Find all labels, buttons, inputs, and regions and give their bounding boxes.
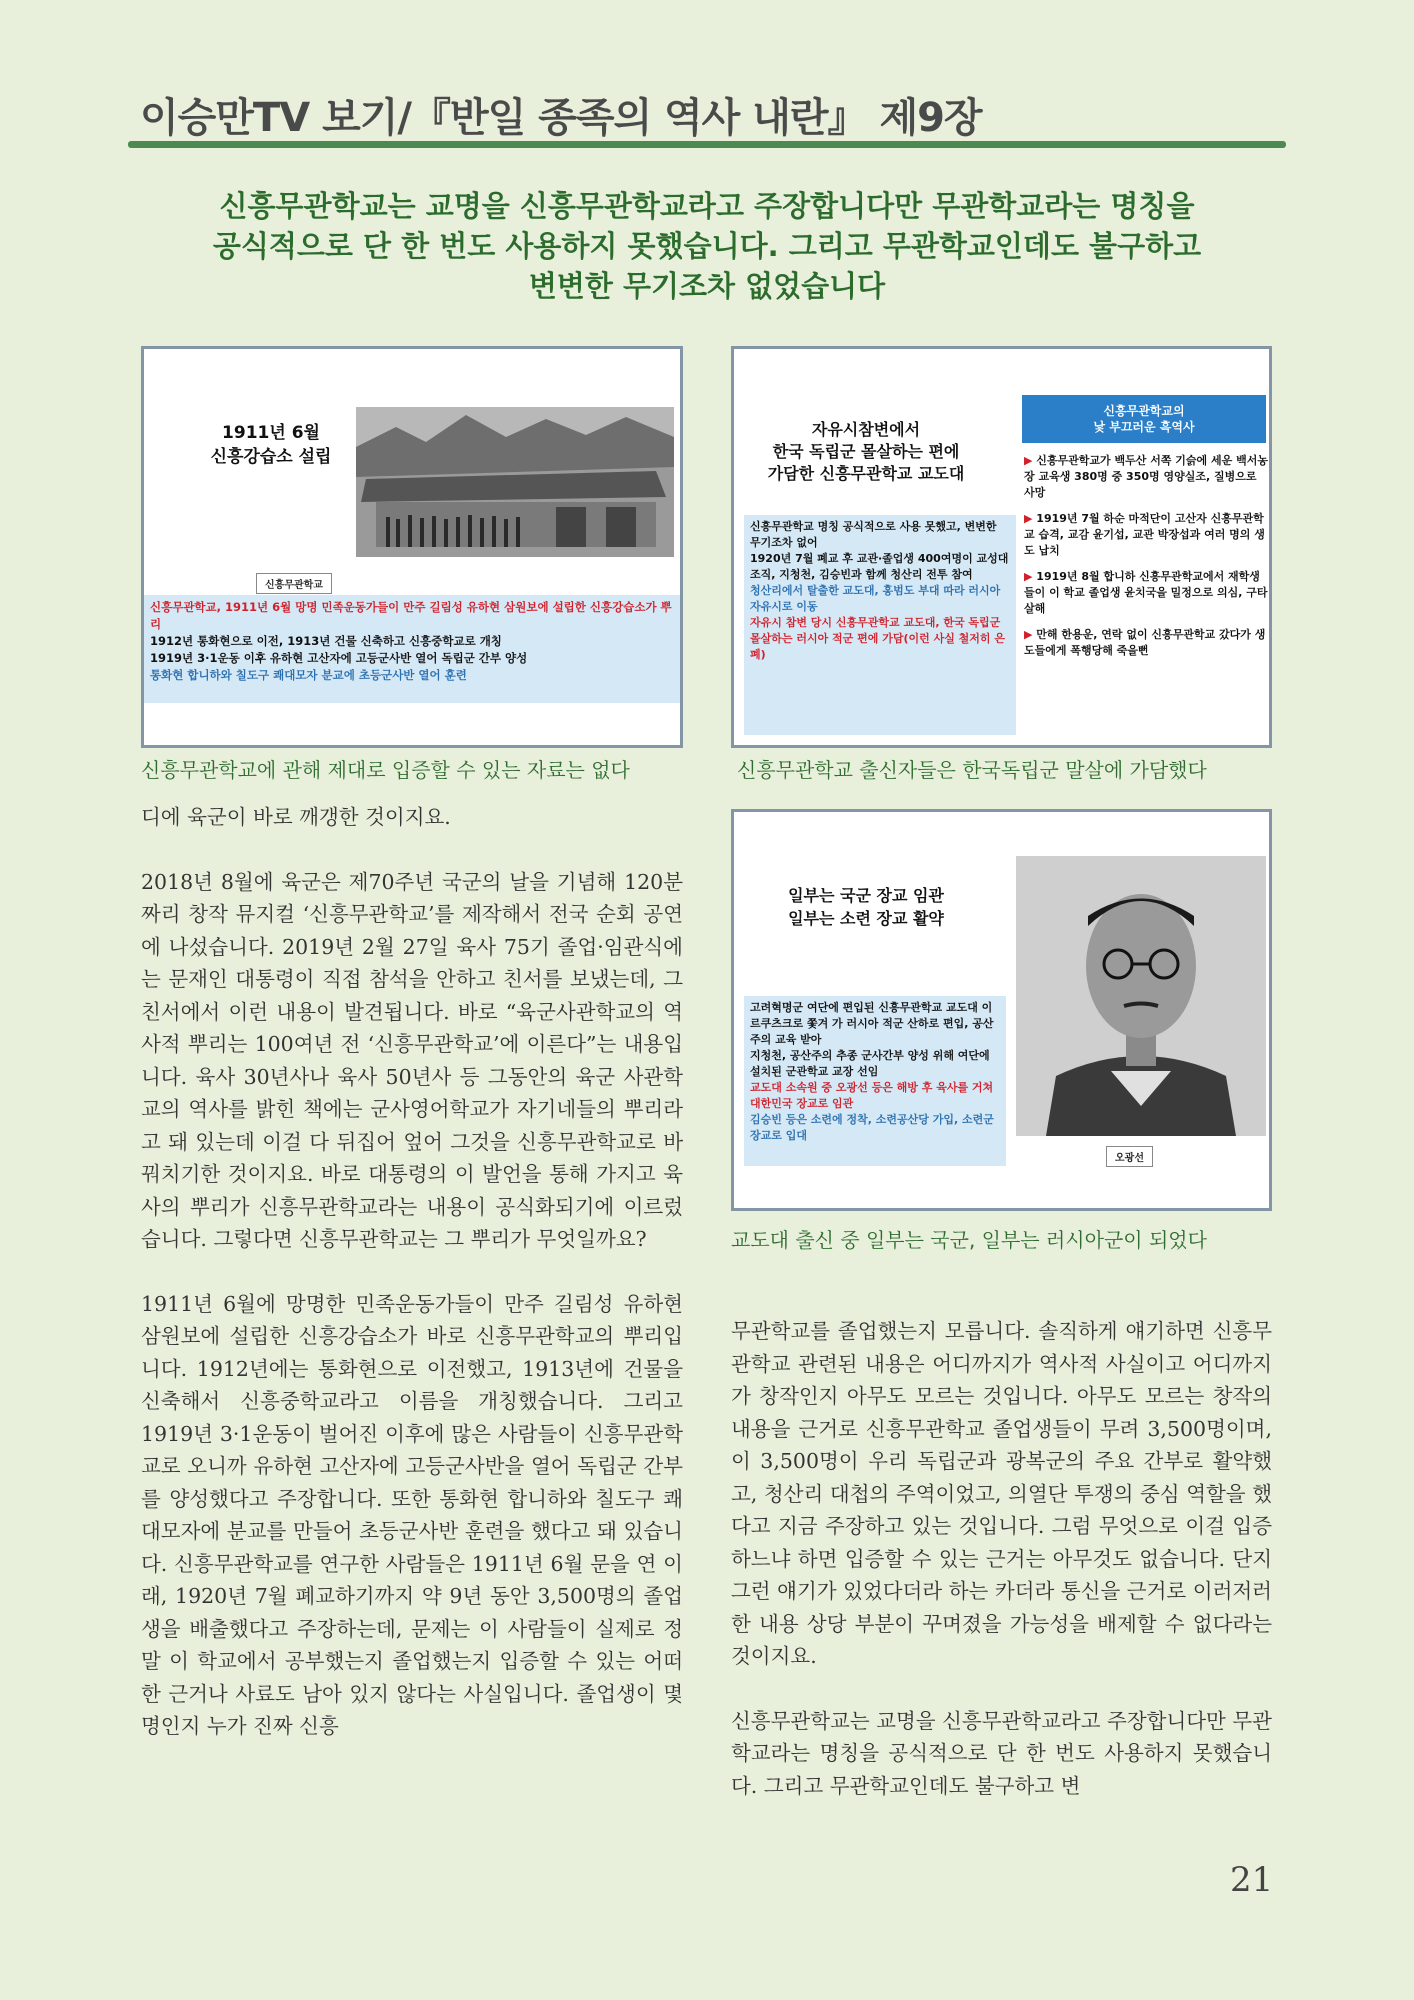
figure-text-line: 김승빈 등은 소련에 정착, 소련공산당 가입, 소련군 장교로 입대 <box>750 1113 994 1142</box>
figure-text-line: 교도대 소속원 중 오광선 등은 해방 후 육사를 거쳐 대한민국 장교로 임관 <box>750 1081 994 1110</box>
list-item <box>1024 511 1268 559</box>
headline-line: 신흥무관학교는 교명을 신흥무관학교라고 주장합니다만 무관학교라는 명칭을 <box>219 189 1195 223</box>
bullet-icon: ▶ <box>1024 570 1037 583</box>
photo-tag: 오광선 <box>1106 1146 1153 1167</box>
figure-text-line: 통화현 합니하와 칠도구 쾌대모자 분교에 초등군사반 열어 훈련 <box>150 668 467 682</box>
dark-history-header <box>1022 395 1266 443</box>
headline-line: 변변한 무기조차 없었습니다 <box>528 269 886 303</box>
figure-text-box <box>744 996 1006 1166</box>
paragraph: 2018년 8월에 육군은 제70주년 국군의 날을 기념해 120분짜리 창작 뮤지컬 ‘신흥무관학교’를 제작해서 전국 순회 공연에 나섰습니다. 2019년 2월 27일 육사 75기 졸업·임관식에는 문재인 대통령이 직접 참석을 안하고 친서를 보냈는데, 그 친서에서 이런 내용이 발견됩니다. 바로 “육군사관학교의 역사적 뿌리는 100여년 전 ‘신흥무관학교’에 이른다”는 내용입니다. 육사 30년사나 육사 50년사 등 그동안의 육군 사관학교의 역사를 밝힌 책에는 군사영어학교가 자기네들의 뿌리라고 돼 있는데 이걸 다 뒤집어 엎어 그것을 신흥무관학교로 바꿔치기한 것이지요. 바로 대통령의 이 발언을 통해 가지고 육사의 뿌리가 신흥무관학교라는 내용이 공식화되기에 이르렀습니다. 그렇다면 신흥무관학교는 그 뿌리가 무엇일까요? <box>141 869 683 1251</box>
header-line: 낯 부끄러운 흑역사 <box>1093 420 1195 434</box>
figure-title-line: 신흥강습소 설립 <box>210 447 332 467</box>
photo-tag: 신흥무관학교 <box>256 573 332 594</box>
figure-text-line: 지청천, 공산주의 추종 군사간부 양성 위해 여단에 설치된 군관학교 교장 선임 <box>750 1049 990 1078</box>
header-divider <box>128 141 1286 148</box>
list-item-text: 1919년 8월 합니하 신흥무관학교에서 재학생들이 이 학교 졸업생 윤치국을 밀정으로 의심, 구타 살해 <box>1024 570 1268 615</box>
page-number: 21 <box>1230 1860 1274 1900</box>
figure-officers <box>731 809 1272 1211</box>
figure-title-line: 일부는 소련 장교 활약 <box>788 909 944 928</box>
figure-text-line: 1920년 7월 폐교 후 교관·졸업생 400여명이 교성대 조직, 지청천, 김승빈과 함께 청산리 전투 참여 <box>750 552 1009 581</box>
figure-text-line: 1919년 3·1운동 이후 유하현 고산자에 고등군사반 열어 독립군 간부 양성 <box>150 651 528 665</box>
figure-title <box>746 419 986 485</box>
paragraph: 디에 육군이 바로 깨갱한 것이지요. <box>141 805 451 829</box>
figure-title <box>156 421 386 469</box>
bullet-icon: ▶ <box>1024 628 1037 641</box>
figure-text-line: 신흥무관학교 명칭 공식적으로 사용 못했고, 변변한 무기조차 없어 <box>750 520 997 549</box>
figure-title-line: 1911년 6월 <box>222 423 320 443</box>
figure-title-line: 한국 독립군 몰살하는 편에 <box>772 442 960 461</box>
paragraph: 무관학교를 졸업했는지 모릅니다. 솔직하게 얘기하면 신흥무관학교 관련된 내용은 어디까지가 역사적 사실이고 어디까지가 창작인지 아무도 모르는 것입니다. 아무도 모르는 창작의 내용을 근거로 신흥무관학교 졸업생들이 무려 3,500명이며, 이 3,500명이 우리 독립군과 광복군의 주요 간부로 활약했고, 청산리 대첩의 주역이었고, 의열단 투쟁의 중심 역할을 했다고 지금 주장하고 있는 것입니다. 그럼 무엇으로 이걸 입증하느냐 하면 입증할 수 있는 근거는 아무것도 없습니다. 단지 그런 얘기가 있었다더라 하는 카더라 통신을 근거로 이러저러한 내용 상당 부분이 꾸며졌을 가능성을 배제할 수 없다라는 것이지요. <box>731 1319 1272 1668</box>
paragraph: 1911년 6월에 망명한 민족운동가들이 만주 길림성 유하현 삼원보에 설립한 신흥강습소가 바로 신흥무관학교의 뿌리입니다. 1912년에는 통화현으로 이전했고, 1913년에 건물을 신축해서 신흥중학교라고 이름을 개칭했습니다. 그리고 1919년 3·1운동이 벌어진 이후에 많은 사람들이 신흥무관학교로 오니까 유하현 고산자에 고등군사반을 열어 독립군 간부를 양성했다고 주장합니다. 또한 통화현 합니하와 칠도구 쾌대모자에 분교를 만들어 초등군사반 훈련을 했다고 돼 있습니다. 신흥무관학교를 연구한 사람들은 1911년 6월 문을 연 이래, 1920년 7월 폐교하기까지 약 9년 동안 3,500명의 졸업생을 배출했다고 주장하는데, 문제는 이 사람들이 실제로 정말 이 학교에서 공부했는지 졸업했는지 입증할 수 있는 어떠한 근거나 사료도 남아 있지 않다는 사실입니다. 졸업생이 몇 명인지 누가 진짜 신흥 <box>141 1291 683 1738</box>
right-column <box>731 1315 1272 1834</box>
figure-text-line: 고려혁명군 여단에 편입된 신흥무관학교 교도대 이르쿠츠크로 쫓겨 가 러시아 적군 산하로 편입, 공산주의 교육 받아 <box>750 1001 994 1046</box>
figure3-caption: 교도대 출신 중 일부는 국군, 일부는 러시아군이 되었다 <box>731 1228 1207 1252</box>
figure-title <box>746 884 986 930</box>
dark-history-list <box>1024 453 1268 659</box>
portrait-photo <box>1016 856 1266 1136</box>
figure-free-city-incident <box>731 346 1272 748</box>
figure-title-line: 일부는 국군 장교 임관 <box>788 886 944 905</box>
list-item <box>1024 569 1268 617</box>
figure2-caption: 신흥무관학교 출신자들은 한국독립군 말살에 가담했다 <box>737 758 1207 782</box>
header-line: 신흥무관학교의 <box>1103 404 1185 418</box>
headline-line: 공식적으로 단 한 번도 사용하지 못했습니다. 그리고 무관학교인데도 불구하고 <box>212 229 1202 263</box>
figure1-caption: 신흥무관학교에 관해 제대로 입증할 수 있는 자료는 없다 <box>141 758 630 782</box>
figure-text-line: 1912년 통화현으로 이전, 1913년 건물 신축하고 신흥중학교로 개칭 <box>150 634 502 648</box>
figure-text-line: 자유시 참변 당시 신흥무관학교 교도대, 한국 독립군 몰살하는 러시아 적군 편에 가담(이런 사실 철저히 은폐) <box>750 616 1005 661</box>
figure-text-line: 신흥무관학교, 1911년 6월 망명 민족운동가들이 만주 길림성 유하현 삼원보에 설립한 신흥강습소가 뿌리 <box>150 600 672 631</box>
header-title: 이승만TV 보기/『반일 종족의 역사 내란』 제9장 <box>140 95 982 141</box>
list-item-text: 만해 한용운, 연락 없이 신흥무관학교 갔다가 생도들에게 폭행당해 죽을뻔 <box>1024 628 1266 657</box>
figure-title-line: 가담한 신흥무관학교 교도대 <box>767 464 965 483</box>
bullet-icon: ▶ <box>1024 454 1037 467</box>
figure-text-box <box>144 595 680 703</box>
list-item-text: 1919년 7월 하순 마적단이 고산자 신흥무관학교 습격, 교감 윤기섭, 교관 박장섭과 여러 명의 생도 납치 <box>1024 512 1265 557</box>
figure-left-text-box <box>744 515 1016 735</box>
bullet-icon: ▶ <box>1024 512 1037 525</box>
left-column <box>141 801 683 1775</box>
headline <box>180 186 1234 306</box>
list-item <box>1024 453 1268 501</box>
paragraph: 신흥무관학교는 교명을 신흥무관학교라고 주장합니다만 무관학교라는 명칭을 공식적으로 단 한 번도 사용하지 못했습니다. 그리고 무관학교인데도 불구하고 변 <box>731 1708 1272 1798</box>
list-item <box>1024 627 1268 659</box>
school-building-photo <box>356 407 674 557</box>
figure-text-line: 청산리에서 탈출한 교도대, 홍범도 부대 따라 러시아 자유시로 이동 <box>750 584 1001 613</box>
list-item-text: 신흥무관학교가 백두산 서쪽 기슭에 세운 백서농장 교육생 380명 중 350명 영양실조, 질병으로 사망 <box>1024 454 1268 499</box>
figure-title-line: 자유시참변에서 <box>811 420 921 439</box>
figure-sinheung-founding <box>141 346 683 748</box>
